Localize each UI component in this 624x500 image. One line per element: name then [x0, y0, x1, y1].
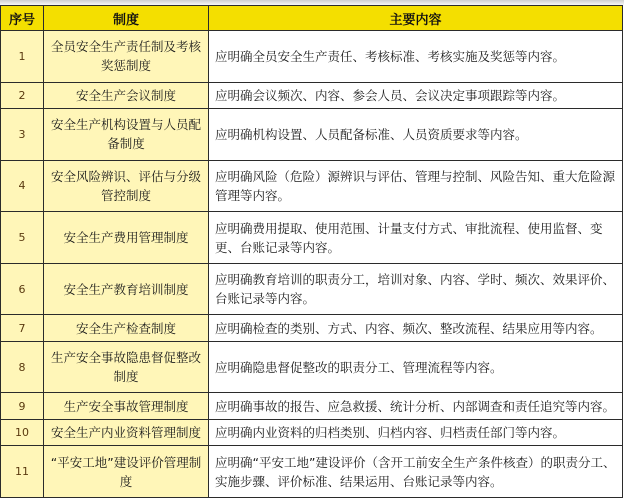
row-num: 9 [1, 393, 44, 419]
header-row [1, 6, 623, 31]
row-content: 应明确风险（危险）源辨识与评估、管理与控制、风险告知、重大危险源管理等内容。 [209, 160, 623, 212]
row-content: 应明确费用提取、使用范围、计量支付方式、审批流程、使用监督、变更、台账记录等内容。 [209, 212, 623, 264]
row-system: 安全风险辨识、评估与分级管控制度 [44, 160, 209, 212]
row-system: 安全生产内业资料管理制度 [44, 419, 209, 445]
row-content: 应明确内业资料的归档类别、归档内容、归档责任部门等内容。 [209, 419, 623, 445]
row-system: 安全生产会议制度 [44, 82, 209, 108]
table-row [1, 393, 623, 419]
row-system: “平安工地”建设评价管理制度 [44, 446, 209, 498]
row-content: 应明确全员安全生产责任、考核标准、考核实施及奖惩等内容。 [209, 31, 623, 83]
header-num: 序号 [1, 6, 44, 31]
table-row [1, 212, 623, 264]
row-system: 安全生产机构设置与人员配备制度 [44, 109, 209, 161]
row-content: 应明确检查的类别、方式、内容、频次、整改流程、结果应用等内容。 [209, 315, 623, 341]
row-num: 2 [1, 82, 44, 108]
row-system: 安全生产检查制度 [44, 315, 209, 341]
row-system: 全员安全生产责任制及考核奖惩制度 [44, 31, 209, 83]
row-num: 10 [1, 419, 44, 445]
safety-system-table [0, 5, 623, 498]
row-num: 3 [1, 109, 44, 161]
row-content: 应明确会议频次、内容、参会人员、会议决定事项跟踪等内容。 [209, 82, 623, 108]
row-num: 7 [1, 315, 44, 341]
row-system: 安全生产教育培训制度 [44, 263, 209, 315]
row-content: 应明确隐患督促整改的职责分工、管理流程等内容。 [209, 341, 623, 393]
table-row [1, 419, 623, 445]
table-row [1, 446, 623, 498]
row-num: 5 [1, 212, 44, 264]
header-content: 主要内容 [209, 6, 623, 31]
row-content: 应明确事故的报告、应急救援、统计分析、内部调查和责任追究等内容。 [209, 393, 623, 419]
row-content: 应明确“平安工地”建设评价（含开工前安全生产条件核查）的职责分工、实施步骤、评价标准、结果运用、台账记录等内容。 [209, 446, 623, 498]
header-system: 制度 [44, 6, 209, 31]
row-system: 生产安全事故管理制度 [44, 393, 209, 419]
table-row [1, 109, 623, 161]
row-num: 6 [1, 263, 44, 315]
table-row [1, 160, 623, 212]
row-system: 安全生产费用管理制度 [44, 212, 209, 264]
row-content: 应明确机构设置、人员配备标准、人员资质要求等内容。 [209, 109, 623, 161]
table-row [1, 315, 623, 341]
table-row [1, 341, 623, 393]
row-num: 8 [1, 341, 44, 393]
row-num: 4 [1, 160, 44, 212]
table-row [1, 263, 623, 315]
row-system: 生产安全事故隐患督促整改制度 [44, 341, 209, 393]
table-row [1, 82, 623, 108]
row-num: 1 [1, 31, 44, 83]
row-num: 11 [1, 446, 44, 498]
table-row [1, 31, 623, 83]
row-content: 应明确教育培训的职责分工，培训对象、内容、学时、频次、效果评价、台账记录等内容。 [209, 263, 623, 315]
